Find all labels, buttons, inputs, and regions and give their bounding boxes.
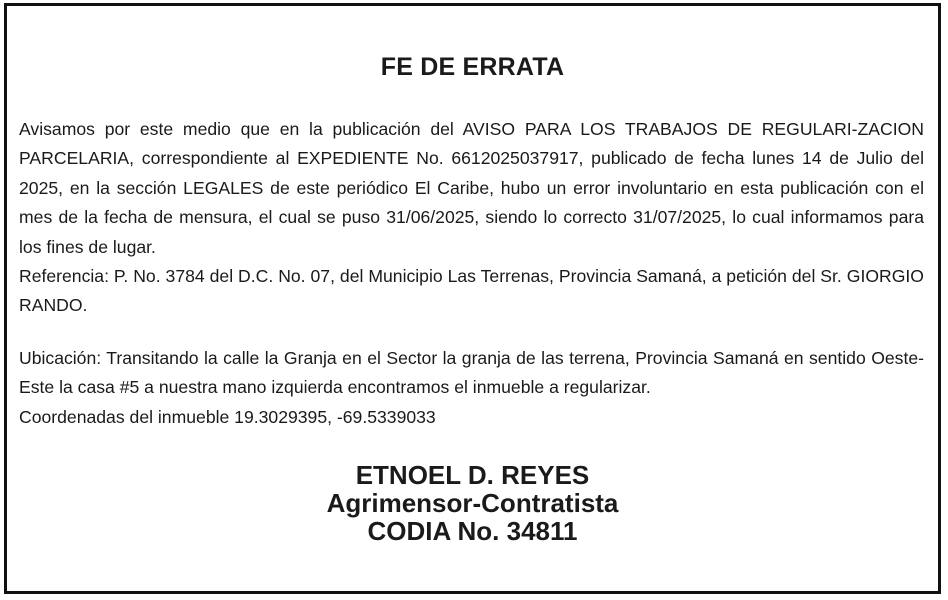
signer-name: ETNOEL D. REYES xyxy=(355,460,590,490)
signer-codia: CODIA No. 34811 xyxy=(367,516,578,546)
coordinates-paragraph: Coordenadas del inmueble 19.3029395, -69.5339033 xyxy=(19,406,436,427)
notice-body-bottom xyxy=(19,344,924,432)
reference-paragraph: Referencia: P. No. 3784 del D.C. No. 07, del Municipio Las Terrenas, Provincia Samaná, a petición del Sr. GIORGIO RANDO. xyxy=(19,266,924,316)
signer-role: Agrimensor-Contratista xyxy=(326,488,619,518)
signature-block xyxy=(7,461,938,545)
notice-title: FE DE ERRATA xyxy=(380,53,565,81)
erratum-paragraph: Avisamos por este medio que en la publicación del AVISO PARA LOS TRABAJOS DE REGULARI-ZACION PARCELARIA, correspondiente al EXPEDIENTE No. 6612025037917, publicado de fecha lunes 14 de Julio del 2025, en la sección LEGALES de este periódico El Caribe, hubo un error involuntario en esta publicación con el mes de la fecha de mensura, el cual se puso 31/06/2025, siendo lo correcto 31/07/2025, lo cual informamos para los fines de lugar. xyxy=(19,119,924,257)
erratum-notice xyxy=(4,3,941,594)
notice-body-top xyxy=(19,115,924,321)
location-paragraph: Ubicación: Transitando la calle la Granja en el Sector la granja de las terrena, Provincia Samaná en sentido Oeste-Este la casa #5 a nuestra mano izquierda encontramos el inmueble a regularizar. xyxy=(19,348,924,398)
